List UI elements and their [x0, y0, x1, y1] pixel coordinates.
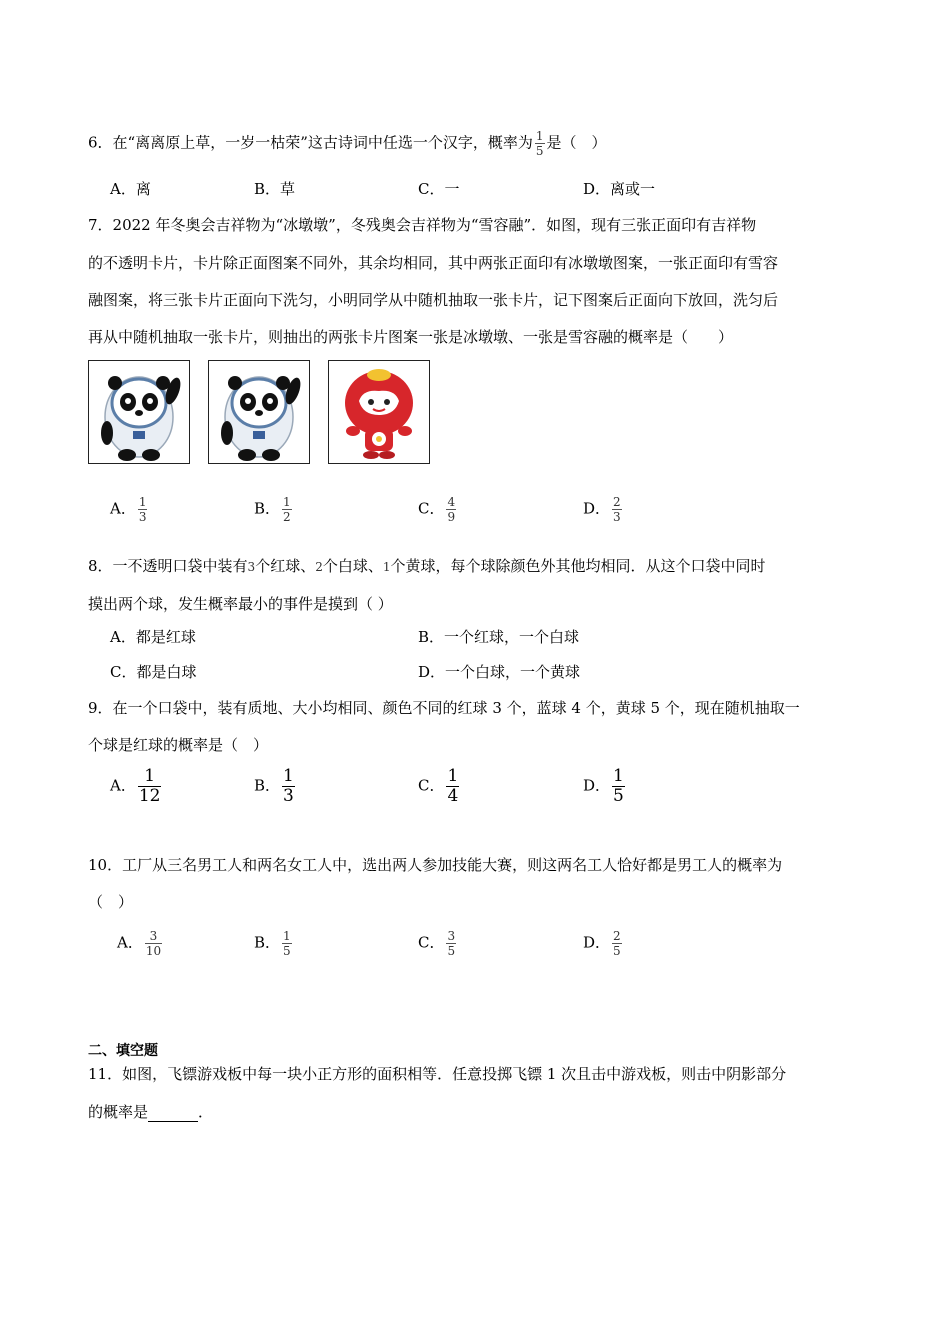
frac-denominator: 5 [613, 944, 621, 958]
q8-option-a: A．都是红球 [110, 628, 196, 646]
q10-line-2: （ ） [88, 893, 134, 911]
q7-line-3: 融图案，将三张卡片正面向下洗匀，小明同学从中随机抽取一张卡片，记下图案后正面向下放回，洗匀后 [88, 291, 779, 309]
q7-option-d-label: D． [583, 499, 611, 518]
frac-numerator: 1 [283, 766, 294, 786]
q9-option-c-label: C． [418, 776, 445, 795]
q10-option-a [117, 930, 164, 957]
q6-option-c: C．一 [418, 180, 460, 198]
frac-denominator: 3 [613, 510, 621, 524]
q6-stem-text: 6．在“离离原上草，一岁一枯荣”这古诗词中任选一个汉字，概率为 [88, 133, 533, 152]
q8-text-c: 个白球、 [322, 557, 383, 575]
q10-option-c-fraction [446, 930, 456, 957]
q7-option-c-fraction [446, 496, 456, 523]
frac-numerator: 1 [283, 495, 291, 509]
q7-option-c-label: C． [418, 499, 445, 518]
frac-denominator: 10 [145, 944, 162, 958]
q9-option-b-fraction [282, 768, 295, 805]
q9-option-d-label: D． [583, 776, 611, 795]
q9-option-d [583, 768, 627, 805]
frac-denominator: 5 [283, 944, 291, 958]
q9-option-c [418, 768, 461, 805]
q7-option-a-fraction [138, 496, 148, 523]
q6-option-d: D．离或一 [583, 180, 656, 198]
q11-line-1: 11．如图，飞镖游戏板中每一块小正方形的面积相等．任意投掷飞镖 1 次且击中游戏板，则击中阴影部分 [88, 1065, 787, 1083]
q11-period: ． [198, 1103, 214, 1121]
bing-dwen-dwen-image [89, 361, 189, 463]
q7-option-b-label: B． [254, 499, 281, 518]
q10-option-b [254, 930, 294, 957]
q11-text: 的概率是 [88, 1103, 149, 1121]
q7-option-d-fraction [612, 496, 622, 523]
frac-numerator: 1 [283, 929, 291, 943]
frac-denominator: 3 [138, 510, 147, 524]
q8-option-b: B．一个红球，一个白球 [418, 628, 580, 646]
q8-option-d: D．一个白球，一个黄球 [418, 663, 581, 681]
frac-numerator: 4 [447, 495, 456, 509]
q8-option-c: C．都是白球 [110, 663, 197, 681]
q9-option-a-label: A． [110, 776, 136, 795]
frac-denominator: 4 [447, 786, 459, 806]
q9-option-d-fraction [612, 768, 625, 805]
q10-option-a-label: A． [117, 933, 143, 952]
frac-denominator: 5 [447, 944, 456, 958]
q9-option-a [110, 768, 163, 805]
frac-denominator: 5 [613, 786, 624, 806]
q7-option-c [418, 496, 458, 523]
q10-option-c-label: C． [418, 933, 445, 952]
frac-denominator: 9 [447, 510, 456, 524]
card-bing-dwen-dwen-2 [208, 360, 310, 464]
q10-option-b-label: B． [254, 933, 281, 952]
frac-numerator: 2 [613, 495, 621, 509]
q8-white-count: 2 [315, 560, 323, 574]
q10-option-c [418, 930, 458, 957]
card-bing-dwen-dwen-1 [88, 360, 190, 464]
q8-line-1 [88, 556, 766, 577]
frac-denominator: 3 [283, 786, 294, 806]
q7-line-4: 再从中随机抽取一张卡片，则抽出的两张卡片图案一张是冰墩墩、一张是雪容融的概率是（ ） [88, 328, 734, 346]
q9-line-1: 9．在一个口袋中，装有质地、大小均相同、颜色不同的红球 3 个，蓝球 4 个，黄球 5 个，现在随机抽取一 [88, 699, 800, 717]
q11-line-2 [88, 1102, 213, 1122]
q11-answer-blank[interactable] [148, 1107, 198, 1122]
q10-option-d [583, 930, 624, 957]
q8-line-2: 摸出两个球，发生概率最小的事件是摸到（ ） [88, 595, 393, 613]
q8-text-d: 个黄球，每个球除颜色外其他均相同．从这个口袋中同时 [390, 557, 766, 575]
q10-option-d-fraction [612, 930, 622, 957]
q7-line-2: 的不透明卡片，卡片除正面图案不同外，其余均相同，其中两张正面印有冰墩墩图案，一张正面印有雪容 [88, 254, 779, 272]
frac-numerator: 3 [149, 929, 158, 943]
q8-yellow-count: 1 [382, 560, 391, 574]
frac-numerator: 1 [447, 766, 459, 786]
q6-frac-numerator: 1 [535, 129, 544, 143]
section-heading-fill-in: 二、填空题 [88, 1043, 158, 1059]
q8-text-b: 个红球、 [255, 557, 316, 575]
frac-numerator: 2 [613, 929, 621, 943]
q7-option-b-fraction [282, 496, 292, 523]
q9-option-b [254, 768, 297, 805]
frac-denominator: 2 [283, 510, 291, 524]
frac-numerator: 1 [613, 766, 624, 786]
q6-stem-end: 是（ ） [546, 133, 607, 152]
q10-option-d-label: D． [583, 933, 611, 952]
q6-frac-denominator: 5 [535, 144, 544, 158]
frac-denominator: 12 [138, 786, 161, 806]
frac-numerator: 1 [138, 495, 147, 509]
q7-option-d [583, 496, 624, 523]
q9-option-c-fraction [446, 768, 459, 805]
q8-text-a: 8．一不透明口袋中装有 [88, 557, 248, 575]
card-shuey-rhon-rhon [328, 360, 430, 464]
q6-fraction [535, 130, 545, 157]
q10-option-a-fraction [145, 930, 162, 957]
q9-line-2: 个球是红球的概率是（ ） [88, 736, 269, 754]
q6-option-b: B．草 [254, 180, 296, 198]
q7-line-1: 7．2022 年冬奥会吉祥物为“冰墩墩”，冬残奥会吉祥物为“雪容融”．如图，现有三张正面印有吉祥物 [88, 216, 757, 234]
q10-line-1: 10．工厂从三名男工人和两名女工人中，选出两人参加技能大赛，则这两名工人恰好都是男工人的概率为 [88, 856, 783, 874]
q6-option-a: A．离 [110, 180, 151, 198]
q10-option-b-fraction [282, 930, 292, 957]
q7-option-b [254, 496, 294, 523]
q6-stem [88, 130, 607, 157]
q9-option-a-fraction [138, 768, 162, 805]
q7-option-a [110, 496, 149, 523]
bing-dwen-dwen-image [209, 361, 309, 463]
q9-option-b-label: B． [254, 776, 281, 795]
frac-numerator: 3 [447, 929, 456, 943]
q8-red-count: 3 [247, 560, 256, 574]
q7-option-a-label: A． [110, 499, 136, 518]
frac-numerator: 1 [144, 766, 156, 786]
shuey-rhon-rhon-image [329, 361, 429, 463]
